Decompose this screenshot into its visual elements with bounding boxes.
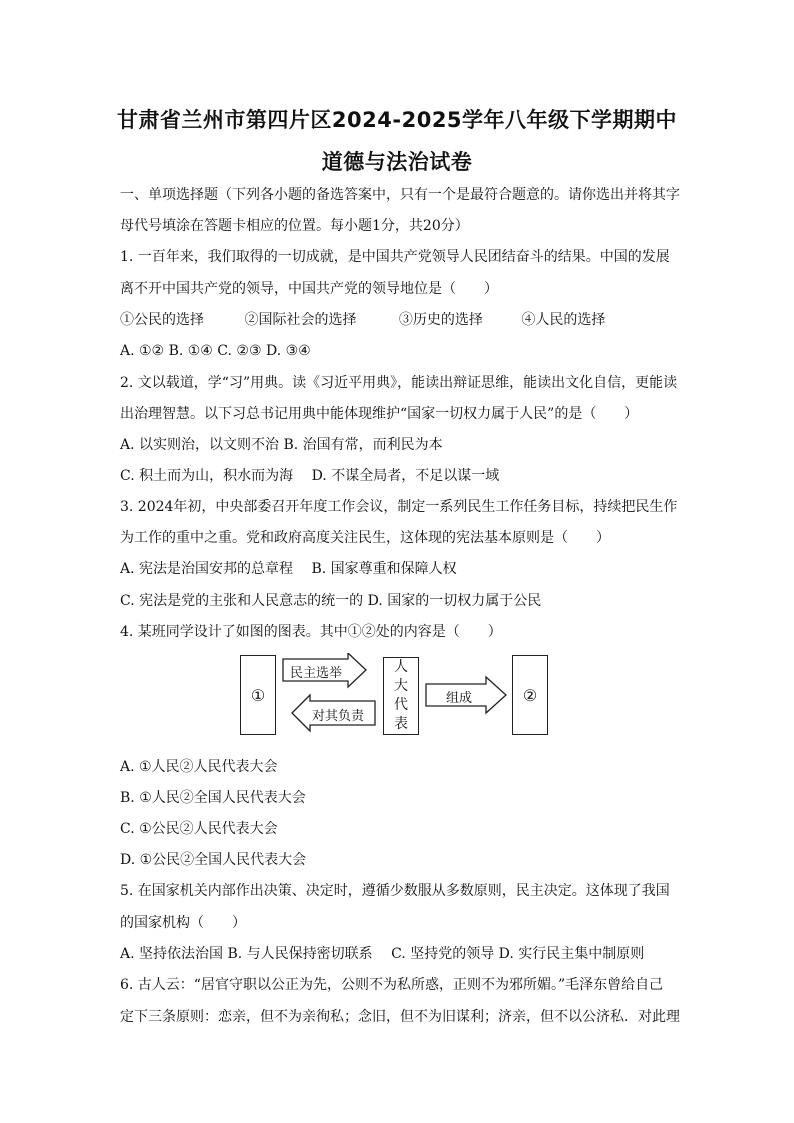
question-4-option-c: C. ①公民②人民代表大会 <box>120 821 278 837</box>
section-heading-cont: 母代号填涂在答题卡相应的位置。每小题1分，共20分） <box>120 218 469 234</box>
question-5-stem: 5. 在国家机关内部作出决策、决定时，遵循少数服从多数原则，民主决定。这体现了我国 <box>120 883 670 899</box>
question-5-stem-cont: 的国家机构（ ） <box>120 915 246 931</box>
question-2-stem-cont: 出治理智慧。以下习总书记用典中能体现维护“国家一切权力属于人民”的是（ ） <box>120 406 639 422</box>
box2-char-3: 代 <box>394 697 408 713</box>
arrow-label-democratic-election: 民主选举 <box>290 666 343 681</box>
question-4-option-a: A. ①人民②人民代表大会 <box>120 759 278 775</box>
question-1-items <box>120 310 605 330</box>
question-3-options-cd: C. 宪法是党的主张和人民意志的统一的 D. 国家的一切权力属于公民 <box>120 593 542 609</box>
question-4-diagram <box>238 653 550 737</box>
question-2-options-cd: C. 积土而为山，积水而为海 D. 不谋全局者，不足以谋一域 <box>120 468 500 484</box>
question-1-stem-cont: 离不开中国共产党的领导，中国共产党的领导地位是（ ） <box>120 281 498 297</box>
question-6-stem-cont: 定下三条原则：恋亲，但不为亲徇私；念旧，但不为旧谋利；济亲，但不以公济私．对此理 <box>120 1009 680 1025</box>
diagram-box-2: ② <box>512 655 548 735</box>
diagram-box-1: ① <box>240 655 276 735</box>
question-2-options-ab: A. 以实则治，以文则不治 B. 治国有常，而利民为本 <box>120 437 443 453</box>
question-4-stem: 4. 某班同学设计了如图的图表。其中①②处的内容是（ ） <box>120 624 502 640</box>
question-3-options-ab: A. 宪法是治国安邦的总章程 B. 国家尊重和保障人权 <box>120 561 457 577</box>
q1-item-4: ④人民的选择 <box>521 312 606 328</box>
question-3-stem-cont: 为工作的重中之重。党和政府高度关注民生，这体现的宪法基本原则是（ ） <box>120 530 610 546</box>
question-5-options: A. 坚持依法治国 B. 与人民保持密切联系 C. 坚持党的领导 D. 实行民主集中制原则 <box>120 946 645 962</box>
q1-item-1: ①公民的选择 <box>120 312 204 328</box>
section-heading: 一、单项选择题（下列各小题的备选答案中，只有一个是最符合题意的。请你选出并将其字 <box>120 187 680 203</box>
arrow-label-responsible: 对其负责 <box>312 709 365 724</box>
question-4-option-d: D. ①公民②全国人民代表大会 <box>120 852 307 868</box>
question-3-stem: 3. 2024年初，中央部委召开年度工作会议，制定一系列民生工作任务目标，持续把民生作 <box>120 499 678 515</box>
q1-item-2: ②国际社会的选择 <box>244 312 357 328</box>
exam-title-line2: 道德与法治试卷 <box>321 150 473 174</box>
arrow-label-compose: 组成 <box>446 691 473 706</box>
question-4-option-b: B. ①人民②全国人民代表大会 <box>120 790 306 806</box>
question-1-options: A. ①② B. ①④ C. ②③ D. ③④ <box>120 343 311 359</box>
question-6-stem: 6. 古人云：“居官守职以公正为先，公则不为私所惑，正则不为邪所媚。”毛泽东曾给自己 <box>120 977 664 993</box>
q1-item-3: ③历史的选择 <box>398 312 483 328</box>
exam-title-line1: 甘肃省兰州市第四片区2024-2025学年八年级下学期期中 <box>116 108 678 132</box>
box2-char-4: 表 <box>394 716 408 732</box>
question-1-stem: 1. 一百年来，我们取得的一切成就，是中国共产党领导人民团结奋斗的结果。中国的发展 <box>120 249 670 265</box>
box2-char-1: 人 <box>394 659 408 675</box>
box2-char-2: 大 <box>394 678 408 694</box>
question-2-stem: 2. 文以载道，学“习”用典。读《习近平用典》，能读出辩证思维，能读出文化自信，更能读 <box>120 375 678 391</box>
diagram-box-deputies <box>383 657 419 735</box>
